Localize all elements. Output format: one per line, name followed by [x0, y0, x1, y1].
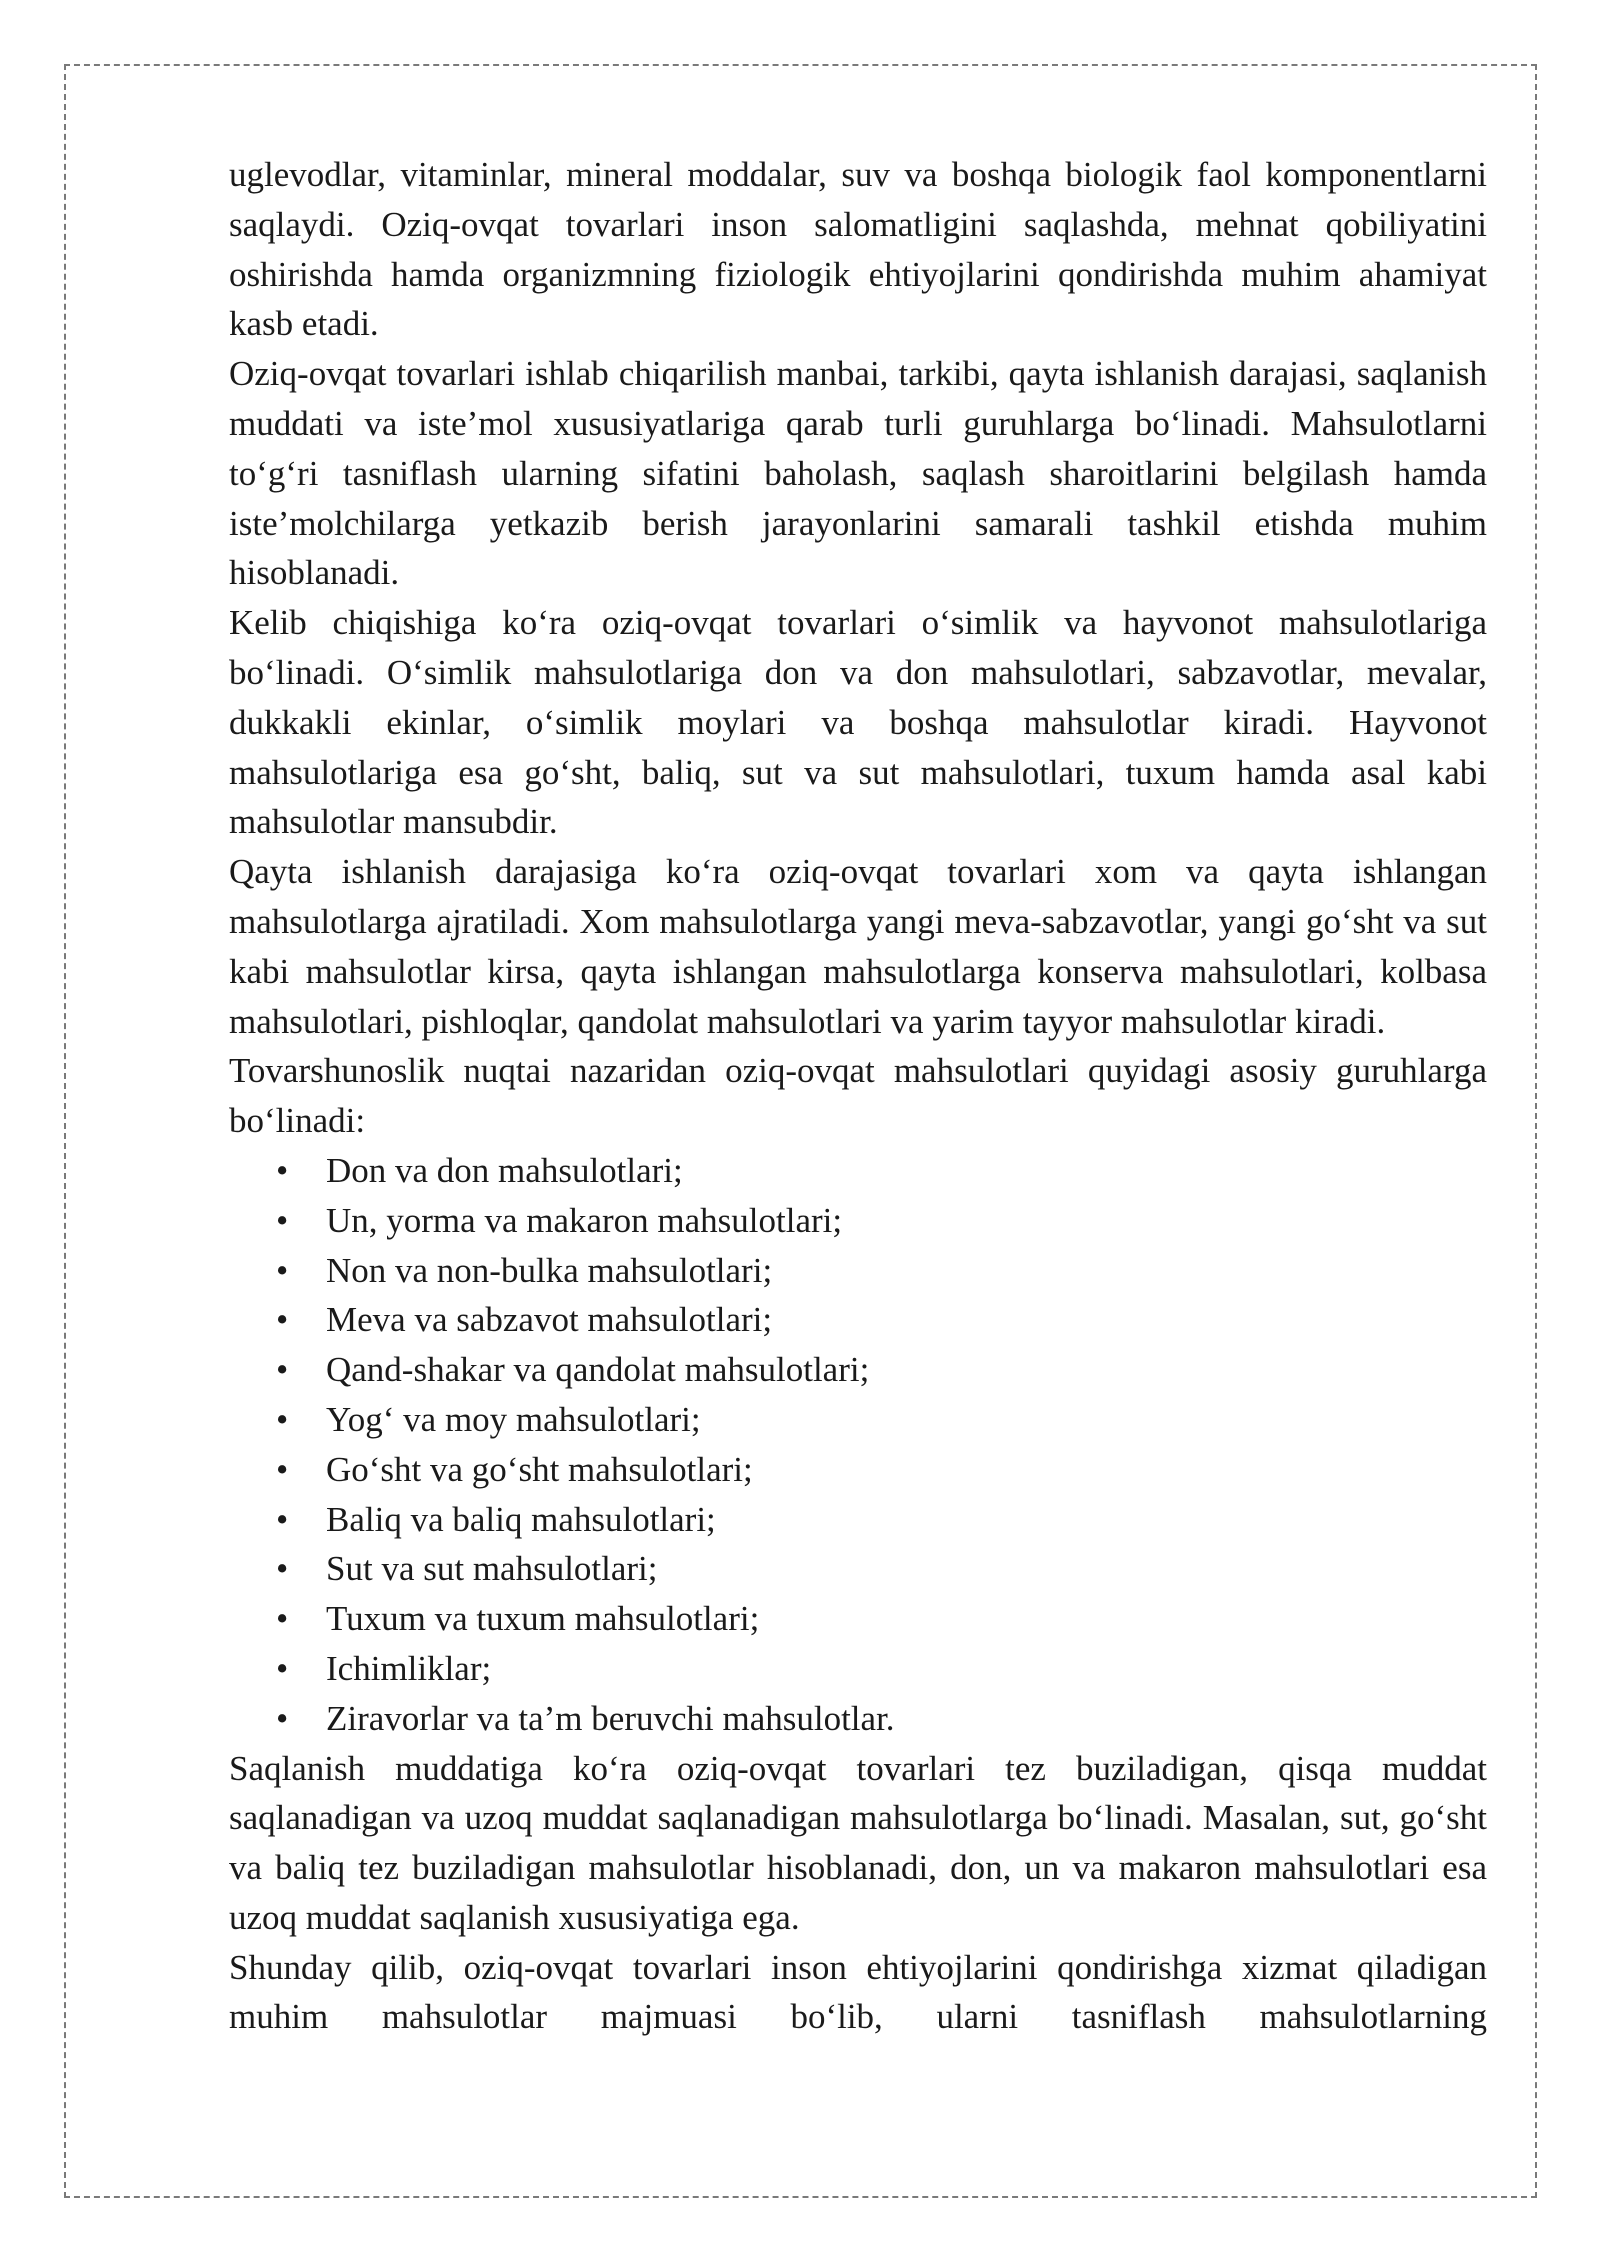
paragraph-classification-criteria: Oziq-ovqat tovarlari ishlab chiqarilish manbai, tarkibi, qayta ishlanish darajasi, saqlanish muddati va iste’mol xususiyatlariga qarab turli guruhlarga bo‘linadi. Mahsulotlarni to‘g‘ri tasniflash ularning sifatini baholash, saqlash sharoitlarini belgilash hamda iste’molchilarga yetkazib berish jarayonlarini samarali tashkil etishda muhim hisoblanadi. — [229, 354, 1487, 593]
paragraph-conclusion: Shunday qilib, oziq-ovqat tovarlari inson ehtiyojlarini qondirishga xizmat qiladigan muhim mahsulotlar majmuasi bo‘lib, ularni tasniflash mahsulotlarning — [229, 1947, 1487, 2037]
list-item: • Go‘sht va go‘sht mahsulotlari; — [326, 1445, 1487, 1495]
list-item: • Don va don mahsulotlari; — [326, 1146, 1487, 1196]
paragraph-origin: Kelib chiqishiga ko‘ra oziq-ovqat tovarlari o‘simlik va hayvonot mahsulotlariga bo‘linadi. O‘simlik mahsulotlariga don va don mahsulotlari, sabzavotlar, mevalar, dukkakli ekinlar, o‘simlik moylari va boshqa mahsulotlar kiradi. Hayvonot mahsulotlariga esa go‘sht, baliq, sut va sut mahsulotlari, tuxum hamda asal kabi mahsulotlar mansubdir. — [229, 603, 1487, 842]
list-item: • Meva va sabzavot mahsulotlari; — [326, 1295, 1487, 1345]
list-item: • Ziravorlar va ta’m beruvchi mahsulotlar. — [326, 1694, 1487, 1744]
list-item: • Ichimliklar; — [326, 1644, 1487, 1694]
product-groups-list — [229, 1146, 1487, 1744]
paragraph-shelf-life: Saqlanish muddatiga ko‘ra oziq-ovqat tovarlari tez buziladigan, qisqa muddat saqlanadigan va uzoq muddat saqlanadigan mahsulotlarga bo‘linadi. Masalan, sut, go‘sht va baliq tez buziladigan mahsulotlar hisoblanadi, don, un va makaron mahsulotlari esa uzoq muddat saqlanish xususiyatiga ega. — [229, 1748, 1487, 1937]
list-item: • Yog‘ va moy mahsulotlari; — [326, 1395, 1487, 1445]
list-item: • Non va non-bulka mahsulotlari; — [326, 1246, 1487, 1296]
document-body — [229, 150, 1487, 2042]
list-item: • Un, yorma va makaron mahsulotlari; — [326, 1196, 1487, 1246]
list-item: • Sut va sut mahsulotlari; — [326, 1544, 1487, 1594]
paragraph-groups-intro: Tovarshunoslik nuqtai nazaridan oziq-ovqat mahsulotlari quyidagi asosiy guruhlarga bo‘linadi: — [229, 1051, 1487, 1141]
list-item: • Baliq va baliq mahsulotlari; — [326, 1495, 1487, 1545]
list-item: • Qand-shakar va qandolat mahsulotlari; — [326, 1345, 1487, 1395]
paragraph-nutrients: uglevodlar, vitaminlar, mineral moddalar, suv va boshqa biologik faol komponentlarni saqlaydi. Oziq-ovqat tovarlari inson salomatligini saqlashda, mehnat qobiliyatini oshirishda hamda organizmning fiziologik ehtiyojlarini qondirishda muhim ahamiyat kasb etadi. — [229, 155, 1487, 344]
paragraph-processing-level: Qayta ishlanish darajasiga ko‘ra oziq-ovqat tovarlari xom va qayta ishlangan mahsulotlarga ajratiladi. Xom mahsulotlarga yangi meva-sabzavotlar, yangi go‘sht va sut kabi mahsulotlar kirsa, qayta ishlangan mahsulotlarga konserva mahsulotlari, kolbasa mahsulotlari, pishloqlar, qandolat mahsulotlari va yarim tayyor mahsulotlar kiradi. — [229, 852, 1487, 1041]
list-item: • Tuxum va tuxum mahsulotlari; — [326, 1594, 1487, 1644]
